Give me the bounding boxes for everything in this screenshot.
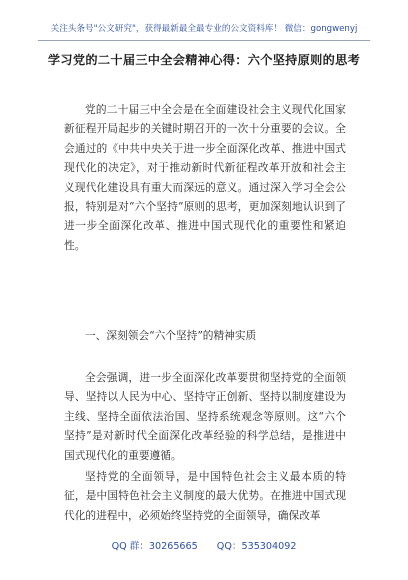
intro-paragraph: 党的二十届三中全会是在全面建设社会主义现代化国家新征程开局起步的关键时期召开的一次十分重要的会议。全会通过的《中共中央关于进一步全面深化改革、推进中国式现代化的决定》，对于推动新时代新征程改革开放和社会主义现代化建设具有重大而深远的意义。通过深入学习全会公报，特别是对“六个坚持”原则的思考，更加深刻地认识到了进一步全面深化改革、推进中国式现代化的重要性和紧迫性。 — [64, 103, 346, 252]
header-divider — [38, 40, 370, 41]
header-notice: 关注头条号"公文研究"，获得最新最全最专业的公文资料库！ 微信：gongwenyj — [50, 24, 358, 34]
section-paragraph-1-block — [64, 368, 346, 465]
section-heading: 一、深刻领会“六个坚持”的精神实质 — [85, 329, 257, 342]
qq-group-number: QQ 群：30265665 — [111, 541, 198, 552]
document-title: 学习党的二十届三中全会精神心得：六个坚持原则的思考 — [47, 53, 361, 67]
section-heading-block — [64, 326, 346, 345]
section-paragraph: 全会强调，进一步全面深化改革要贯彻坚持党的全面领导、坚持以人民为中心、坚持守正创新、坚持以制度建设为主线、坚持全面依法治国、坚持系统观念等原则。这“六个坚持”是对新时代全面深化改革经验的科学总结，是推进中国式现代化的重要遵循。 — [64, 371, 346, 462]
qq-number: QQ：535304092 — [216, 541, 297, 552]
intro-paragraph-block — [64, 100, 346, 255]
section-paragraph: 坚持党的全面领导，是中国特色社会主义最本质的特征，是中国特色社会主义制度的最大优势。在推进中国式现代化的进程中，必须始终坚持党的全面领导，确保改革 — [64, 470, 346, 522]
section-paragraph-2-block — [64, 467, 346, 525]
footer-contact — [0, 538, 408, 552]
